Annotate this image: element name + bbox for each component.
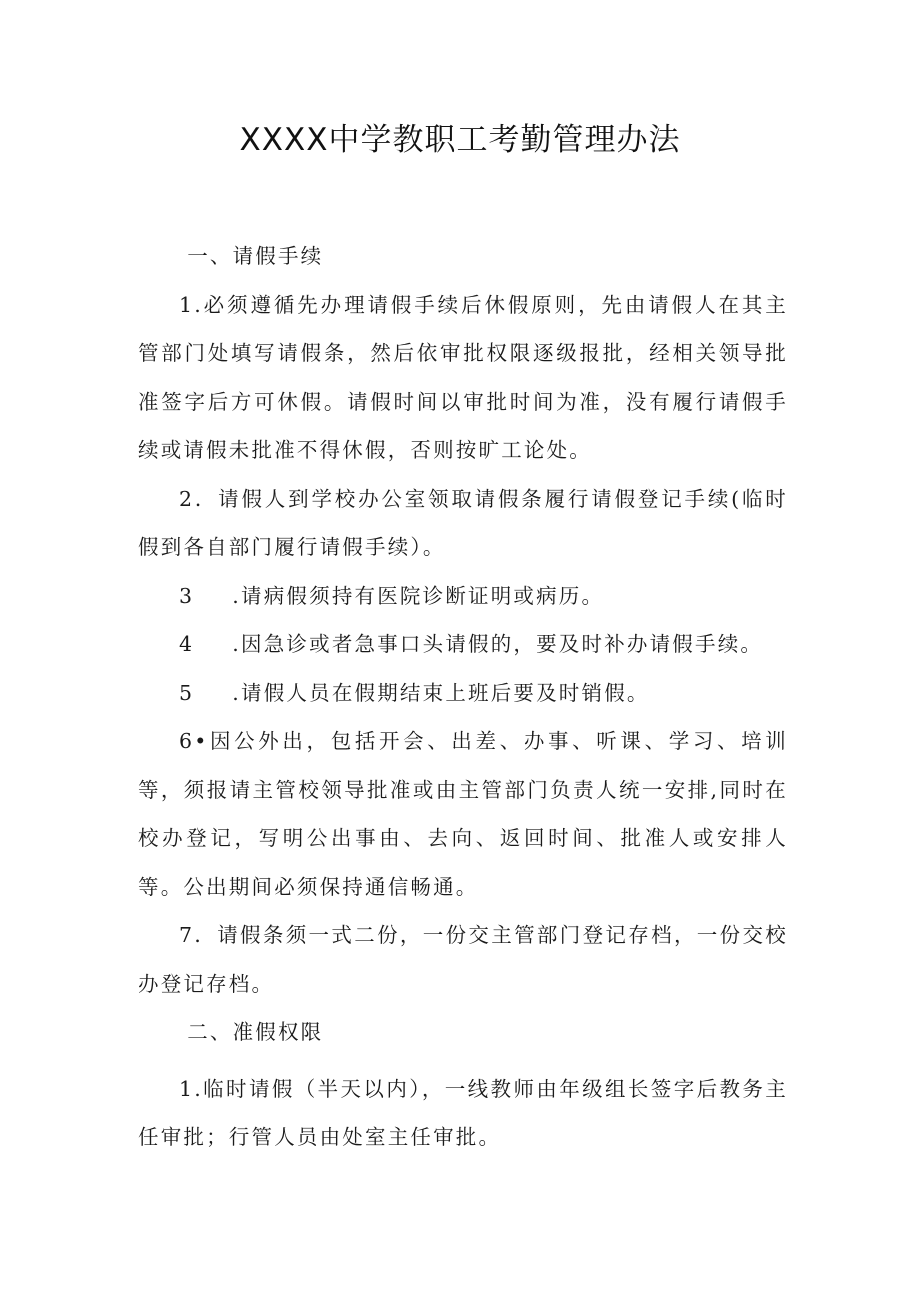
paragraph-2-1: 1.临时请假（半天以内），一线教师由年级组长签字后教务主任审批；行管人员由处室主任审批。 (138, 1076, 788, 1149)
document-title: XXXX中学教职工考勤管理办法 (239, 122, 681, 158)
paragraph-1-3-text: .请病假须持有医院诊断证明或病历。 (232, 583, 605, 608)
paragraph-1-4 (138, 620, 788, 669)
paragraph-1-3 (138, 572, 788, 621)
paragraph-1-4-number: 4 (179, 632, 195, 656)
paragraph-1-7: 7．请假条须一式二份，一份交主管部门登记存档，一份交校办登记存档。 (138, 923, 788, 996)
section-heading-2: 二、准假权限 (187, 1020, 324, 1044)
section-heading-1: 一、请假手续 (187, 244, 324, 268)
paragraph-1-1: 1.必须遵循先办理请假手续后休假原则，先由请假人在其主管部门处填写请假条，然后依审批权限逐级报批，经相关领导批准签字后方可休假。请假时间以审批时间为准，没有履行请假手续或请假未批准不得休假，否则按旷工论处。 (138, 292, 788, 462)
paragraph-1-5-number: 5 (179, 680, 195, 705)
paragraph-1-5 (138, 669, 788, 718)
document-body (138, 232, 788, 1162)
paragraph-1-6: 6•因公外出，包括开会、出差、办事、听课、学习、培训等，须报请主管校领导批准或由主管部门负责人统一安排,同时在校办登记，写明公出事由、去向、返回时间、批准人或安排人等。公出期间必须保持通信畅通。 (138, 729, 788, 899)
paragraph-1-3-number: 3 (179, 583, 195, 608)
paragraph-1-2: 2．请假人到学校办公室领取请假条履行请假登记手续(临时 假到各自部门履行请假手续）。 (138, 486, 788, 559)
paragraph-1-5-text: .请假人员在假期结束上班后要及时销假。 (232, 680, 650, 705)
paragraph-1-4-text: .因急诊或者急事口头请假的，要及时补办请假手续。 (232, 632, 764, 656)
